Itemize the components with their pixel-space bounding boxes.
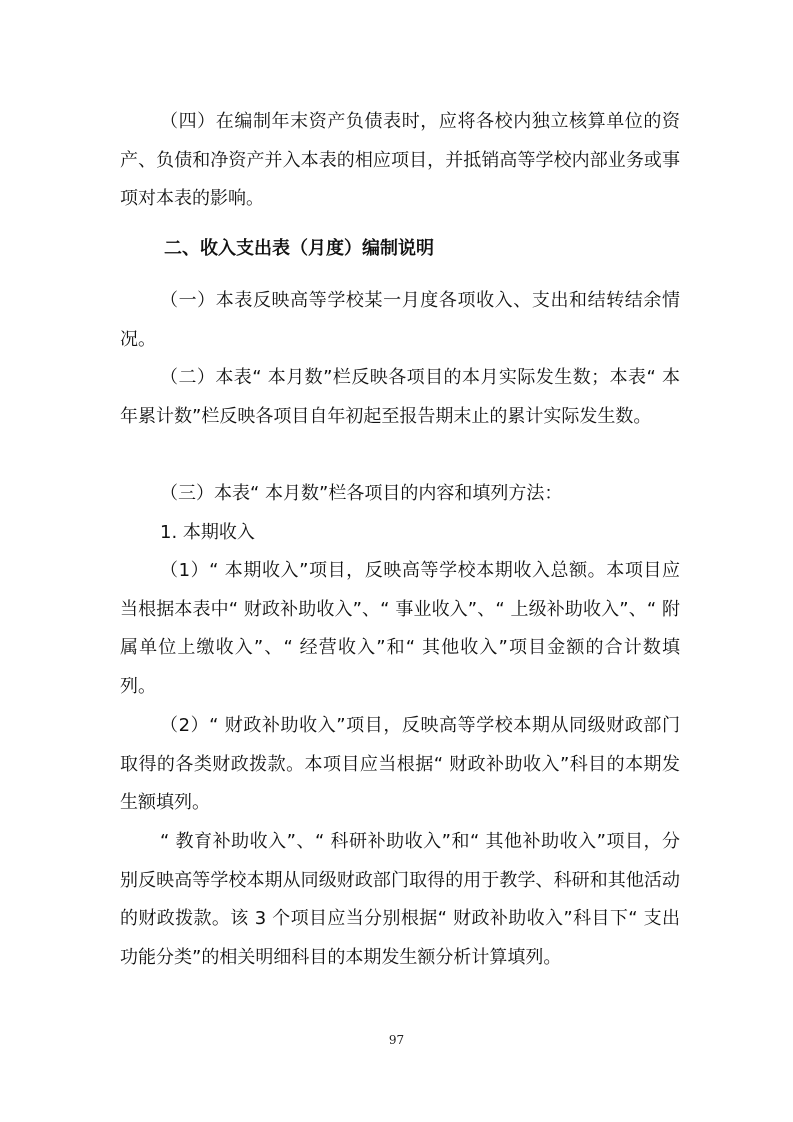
subheading-current-income: 1. 本期收入 [160, 522, 255, 543]
section-heading: 二、收入支出表（月度）编制说明 [164, 238, 434, 259]
paragraph-item-3: （三）本表“ 本月数”栏各项目的内容和填列方法： [160, 483, 563, 504]
paragraph-item-1: （一）本表反映高等学校某一月度各项收入、支出和结转结余情况。 [120, 290, 680, 350]
paragraph-section-4: （四）在编制年末资产负债表时，应将各校内独立核算单位的资产、负债和净资产并入本表的相应项目，并抵销高等学校内部业务或事项对本表的影响。 [120, 111, 680, 209]
paragraph-item-2: （二）本表“ 本月数”栏反映各项目的本月实际发生数；本表“ 本年累计数”栏反映各项目自年初起至报告期末止的累计实际发生数。 [120, 367, 680, 427]
paragraph-current-income: （1）“ 本期收入”项目，反映高等学校本期收入总额。本项目应当根据本表中“ 财政补助收入”、“ 事业收入”、“ 上级补助收入”、“ 附属单位上缴收入”、“ 经营收入”和“ 其他收入”项目金额的合计数填列。 [120, 560, 680, 697]
paragraph-fiscal-subsidy: （2）“ 财政补助收入”项目，反映高等学校本期从同级财政部门取得的各类财政拨款。本项目应当根据“ 财政补助收入”科目的本期发生额填列。 [120, 715, 680, 813]
paragraph-subsidy-details: “ 教育补助收入”、“ 科研补助收入”和“ 其他补助收入”项目，分别反映高等学校本期从同级财政部门取得的用于教学、科研和其他活动的财政拨款。该 3 个项目应当分别根据“ 财政补助收入”科目下“ 支出功能分类”的相关明细科目的本期发生额分析计算填列。 [120, 831, 680, 968]
page-number: 97 [388, 1033, 405, 1047]
